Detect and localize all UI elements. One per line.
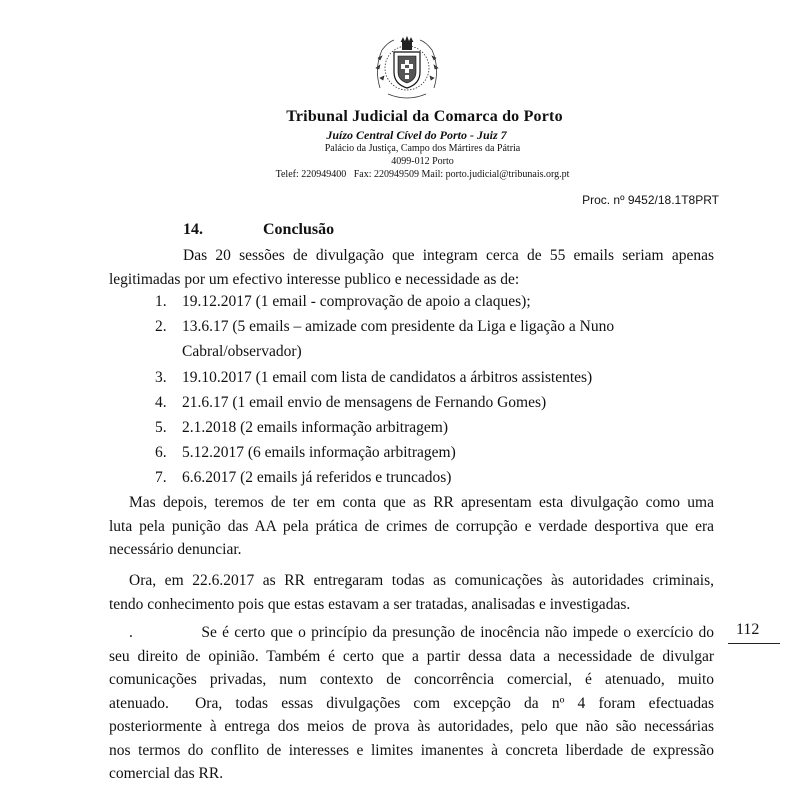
text-line: Das 20 sessões de divulgação que integram cerca de 55 emails seriam apenas: [183, 247, 714, 264]
item-number: 6.: [155, 444, 167, 462]
item-text: 21.6.17 (1 email envio de mensagens de Fernando Gomes): [182, 393, 547, 411]
page-number-rule: [728, 643, 780, 644]
text-line: posteriormente à entrega dos meios de prova às autoridades, pelo que não são necessárias: [109, 718, 714, 735]
text-line: legitimadas por um efectivo interesse publico e necessidade as de:: [109, 270, 520, 288]
text-line: comunicações privadas, num contexto de concorrência comercial, é atenuado, muito: [109, 671, 714, 688]
text-line: luta pela punição das AA pela prática de crimes de corrupção e verdade desportiva que era: [109, 517, 714, 535]
list-item: [155, 289, 614, 314]
item-number: 7.: [155, 469, 167, 487]
item-text-continued: Cabral/observador): [182, 343, 302, 361]
paragraph-ora: [109, 569, 714, 616]
court-name: Tribunal Judicial da Comarca do Porto: [286, 108, 563, 125]
item-text: 13.6.17 (5 emails – amizade com presidente da Liga e ligação a Nuno: [182, 318, 615, 336]
paragraph-mas-depois: [109, 491, 714, 562]
section-heading: [183, 221, 334, 239]
section-title: Conclusão: [263, 221, 335, 238]
page-number: 112: [736, 621, 760, 638]
text-line: Mas depois, teremos de ter em conta que as RR apresentam esta divulgação como uma: [129, 494, 714, 511]
item-text: 5.12.2017 (6 emails informação arbitragem): [182, 444, 456, 462]
process-reference: Proc. nº 9452/18.1T8PRT: [582, 193, 719, 207]
list-item: [155, 365, 614, 390]
text-line: nos termos do conflito de interesses e limites imanentes à concreta liberdade de expressão: [109, 741, 714, 759]
list-item: [155, 440, 614, 465]
contact-line: Telef: 220949400 Fax: 220949509 Mail: porto.judicial@tribunais.org.pt: [275, 169, 570, 180]
address-line-2: 4099-012 Porto: [391, 156, 454, 167]
text-line: Ora, em 22.6.2017 as RR entregaram todas as comunicações às autoridades criminais,: [129, 572, 714, 589]
item-number: 3.: [155, 368, 167, 386]
item-number: 2.: [155, 318, 167, 336]
item-text: 2.1.2018 (2 emails informação arbitragem): [182, 419, 448, 437]
item-number: 1.: [155, 293, 167, 310]
item-number: 4.: [155, 393, 167, 411]
item-text: 6.6.2017 (2 emails já referidos e truncados): [182, 469, 452, 487]
list-item: [155, 314, 614, 364]
list-item: [155, 390, 614, 415]
intro-paragraph: [109, 244, 714, 291]
numbered-list: [155, 289, 614, 491]
section-number: 14.: [183, 221, 203, 238]
text-line: tendo conhecimento pois que estas estavam a ser tratadas, analisadas e investigadas.: [109, 595, 631, 613]
text-line: necessário denunciar.: [109, 541, 242, 558]
juizo-name: Juízo Central Cível do Porto - Juiz 7: [326, 128, 507, 142]
item-text: 19.12.2017 (1 email - comprovação de apoio a claques);: [182, 293, 531, 310]
list-item: [155, 415, 614, 440]
text-line: seu direito de opinião. Também é certo que a partir dessa data a necessidade de divulgar: [109, 647, 714, 665]
paragraph-presuncao: [109, 621, 714, 786]
address-line-1: Palácio da Justiça, Campo dos Mártires da Pátria: [324, 143, 521, 154]
item-number: 5.: [155, 419, 167, 437]
item-text: 19.10.2017 (1 email com lista de candidatos a árbitros assistentes): [182, 368, 593, 386]
coat-of-arms-emblem: [368, 28, 446, 106]
text-line: atenuado. Ora, todas essas divulgações com excepção da nº 4 foram efectuadas: [109, 694, 714, 712]
text-line: comercial das RR.: [109, 765, 224, 782]
text-line: . Se é certo que o princípio da presunção de inocência não impede o exercício do: [129, 624, 714, 641]
list-item: [155, 465, 614, 490]
